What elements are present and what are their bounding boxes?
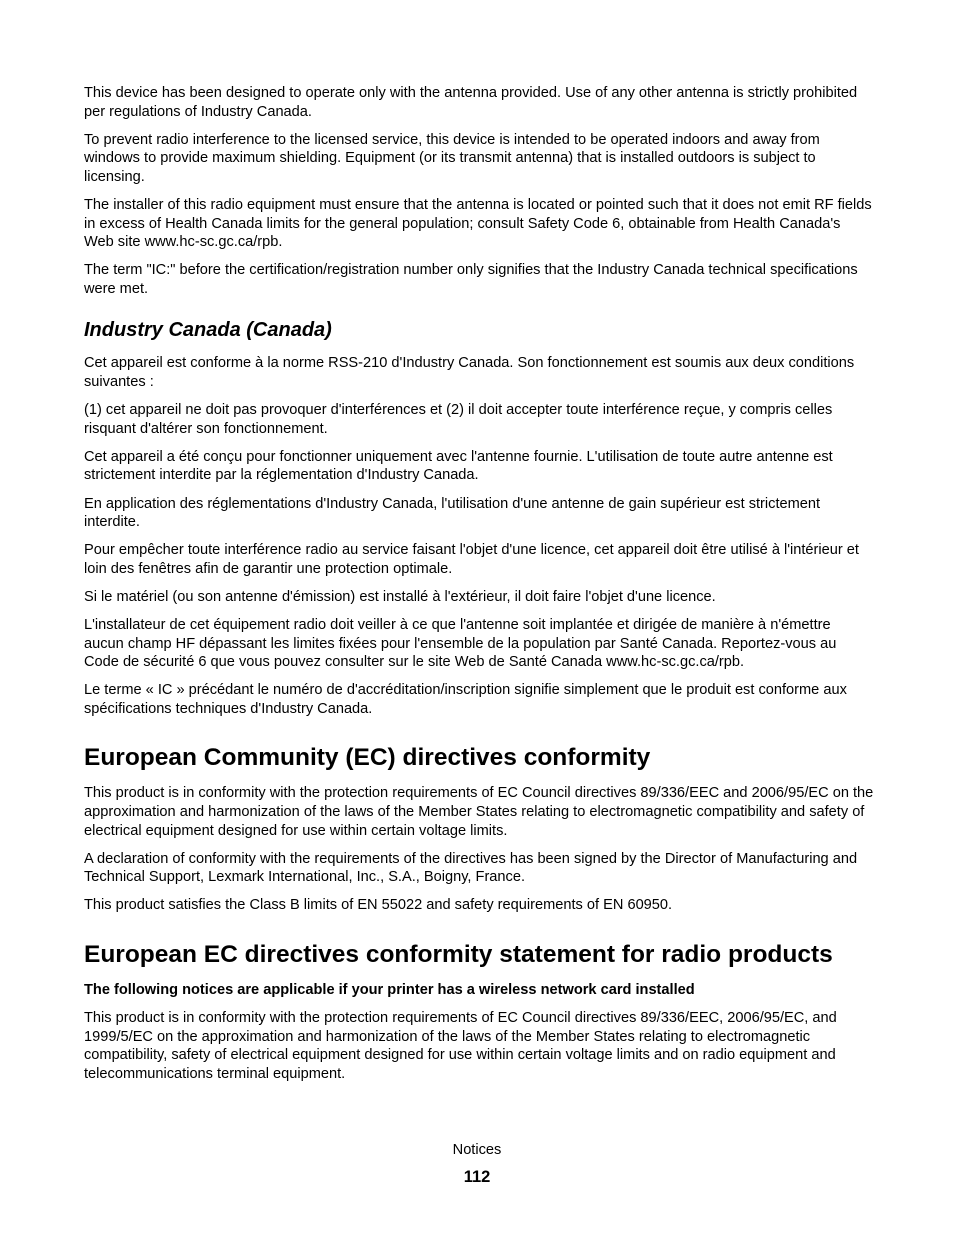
- canada-paragraph-7: L'installateur de cet équipement radio doit veiller à ce que l'antenne soit implantée et dirigée de manière à n'émettre aucun champ HF dépassant les limites fixées pour l'ensemble de la population par Santé Canada. Reportez-vous au Code de sécurité 6 que vous pouvez consulter sur le site Web de Santé Canada www.hc-sc.gc.ca/rpb.: [84, 616, 837, 671]
- canada-paragraph-8: Le terme « IC » précédant le numéro de d'accréditation/inscription signifie simplement que le produit est conforme aux spécifications techniques d'Industry Canada.: [84, 682, 847, 717]
- ec-paragraph-3: This product satisfies the Class B limits of EN 55022 and safety requirements of EN 60950.: [84, 897, 673, 914]
- intro-paragraph-3: The installer of this radio equipment must ensure that the antenna is located or pointed such that it does not emit RF fields in excess of Health Canada limits for the general population; consult Safety Code 6, obtainable from Health Canada's Web site www.hc-sc.gc.ca/rpb.: [84, 196, 872, 251]
- canada-paragraph-3: Cet appareil a été conçu pour fonctionner uniquement avec l'antenne fournie. L'utilisation de toute autre antenne est strictement interdite par la réglementation d'Industry Canada.: [84, 448, 833, 484]
- page-content: [84, 84, 874, 1093]
- page-number: 112: [463, 1168, 491, 1186]
- radio-paragraph-1: This product is in conformity with the protection requirements of EC Council directives 89/336/EEC, 2006/95/EC, and 1999/5/EC on the approximation and harmonization of the laws of the Member States relating to electromagnetic compatibility, safety of electrical equipment designed for use within certain voltage limits and on radio equipment and telecommunications terminal equipment.: [84, 1010, 837, 1082]
- canada-paragraph-4: En application des réglementations d'Industry Canada, l'utilisation d'une antenne de gain supérieur est strictement interdite.: [84, 495, 821, 531]
- intro-paragraph-2: To prevent radio interference to the licensed service, this device is intended to be operated indoors and away from windows to provide maximum shielding. Equipment (or its transmit antenna) that is installed outdoors is subject to licensing.: [84, 131, 820, 185]
- canada-section-heading: Industry Canada (Canada): [84, 319, 332, 342]
- canada-paragraph-5: Pour empêcher toute interférence radio au service faisant l'objet d'une licence, cet appareil doit être utilisé à l'intérieur et loin des fenêtres afin de garantir une protection optimale.: [84, 542, 859, 577]
- ec-paragraph-1: This product is in conformity with the protection requirements of EC Council directives 89/336/EEC and 2006/95/EC on the approximation and harmonization of the laws of the Member States relating to electromagnetic compatibility and safety of electrical equipment designed for use within certain voltage limits.: [84, 785, 874, 839]
- radio-bold-note: The following notices are applicable if your printer has a wireless network card installed: [84, 982, 695, 998]
- ec-section-heading: European Community (EC) directives conformity: [84, 744, 651, 772]
- canada-paragraph-1: Cet appareil est conforme à la norme RSS-210 d'Industry Canada. Son fonctionnement est soumis aux deux conditions suivantes :: [84, 355, 855, 391]
- radio-section-heading: European EC directives conformity statement for radio products: [84, 941, 833, 968]
- ec-paragraph-2: A declaration of conformity with the requirements of the directives has been signed by the Director of Manufacturing and Technical Support, Lexmark International, Inc., S.A., Boigny, France.: [84, 850, 858, 886]
- intro-paragraph-4: The term "IC:" before the certification/registration number only signifies that the Industry Canada technical specifications were met.: [84, 262, 858, 297]
- footer-label: Notices: [452, 1142, 502, 1158]
- intro-paragraph-1: This device has been designed to operate only with the antenna provided. Use of any other antenna is strictly prohibited per regulations of Industry Canada.: [84, 85, 858, 120]
- canada-paragraph-6: Si le matériel (ou son antenne d'émission) est installé à l'extérieur, il doit faire l'objet d'une licence.: [84, 588, 716, 605]
- canada-paragraph-2: (1) cet appareil ne doit pas provoquer d'interférences et (2) il doit accepter toute interférence reçue, y compris celles risquant d'altérer son fonctionnement.: [84, 402, 833, 437]
